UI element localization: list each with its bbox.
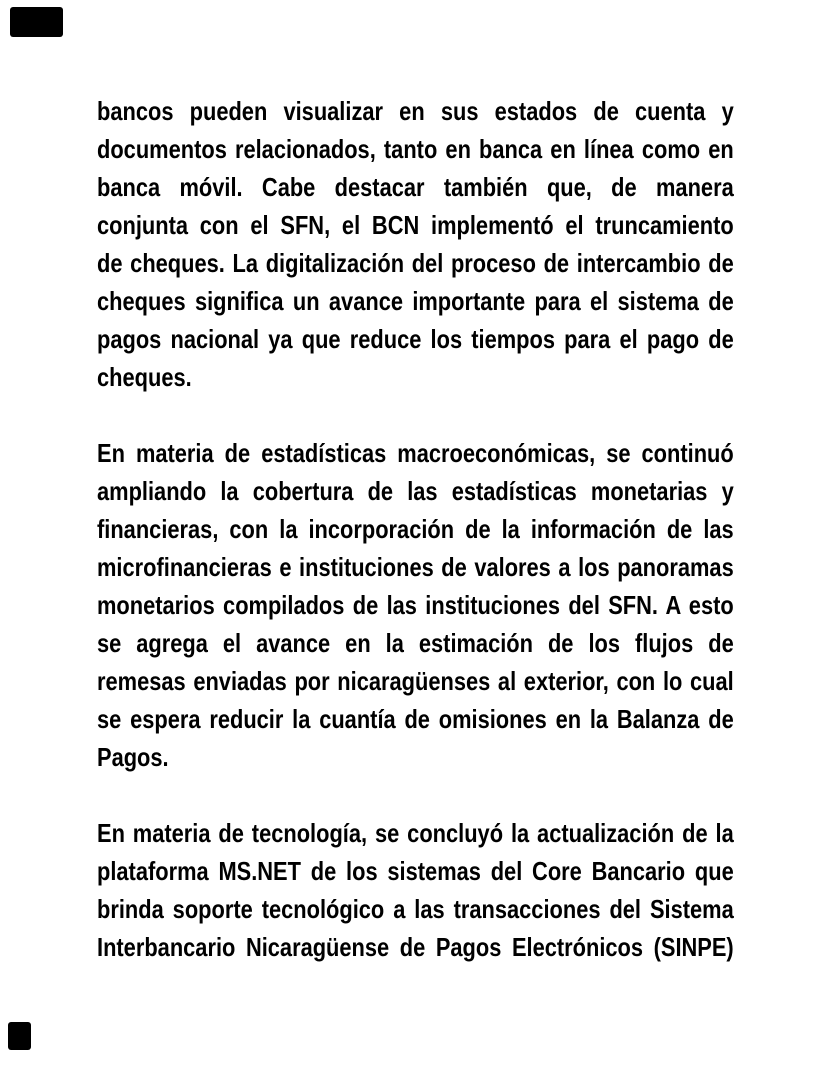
text-line: banca móvil. Cabe destacar también que, de manera [97,172,734,202]
scan-mark-bottom-left [8,1022,31,1050]
text-line: ampliando la cobertura de las estadísticas monetarias y [97,476,734,506]
paragraph-2 [97,434,734,776]
text-line: plataforma MS.NET de los sistemas del Core Bancario que [97,856,734,886]
text-line: Interbancario Nicaragüense de Pagos Electrónicos (SINPE) [97,932,734,962]
text-line: conjunta con el SFN, el BCN implementó el truncamiento [97,210,734,240]
text-line: brinda soporte tecnológico a las transacciones del Sistema [97,894,734,924]
text-line: de cheques. La digitalización del proceso de intercambio de [97,248,734,278]
text-line: documentos relacionados, tanto en banca en línea como en [97,134,734,164]
text-line: se espera reducir la cuantía de omisiones en la Balanza de [97,704,734,734]
text-line: cheques. [97,362,192,392]
text-line: cheques significa un avance importante para el sistema de [97,286,734,316]
text-line: Pagos. [97,742,169,772]
text-line: monetarios compilados de las instituciones del SFN. A esto [97,590,734,620]
paragraph-1 [97,92,734,396]
text-line: pagos nacional ya que reduce los tiempos para el pago de [97,324,734,354]
text-line: microfinancieras e instituciones de valores a los panoramas [97,552,734,582]
text-block [97,92,734,1004]
paragraph-3 [97,814,734,966]
text-line: En materia de tecnología, se concluyó la actualización de la [97,818,734,848]
text-line: remesas enviadas por nicaragüenses al exterior, con lo cual [97,666,734,696]
scan-mark-top-left [10,7,63,37]
text-line: bancos pueden visualizar en sus estados de cuenta y [97,96,734,126]
text-line: financieras, con la incorporación de la información de las [97,514,734,544]
text-line: se agrega el avance en la estimación de los flujos de [97,628,734,658]
text-line: En materia de estadísticas macroeconómicas, se continuó [97,438,734,468]
